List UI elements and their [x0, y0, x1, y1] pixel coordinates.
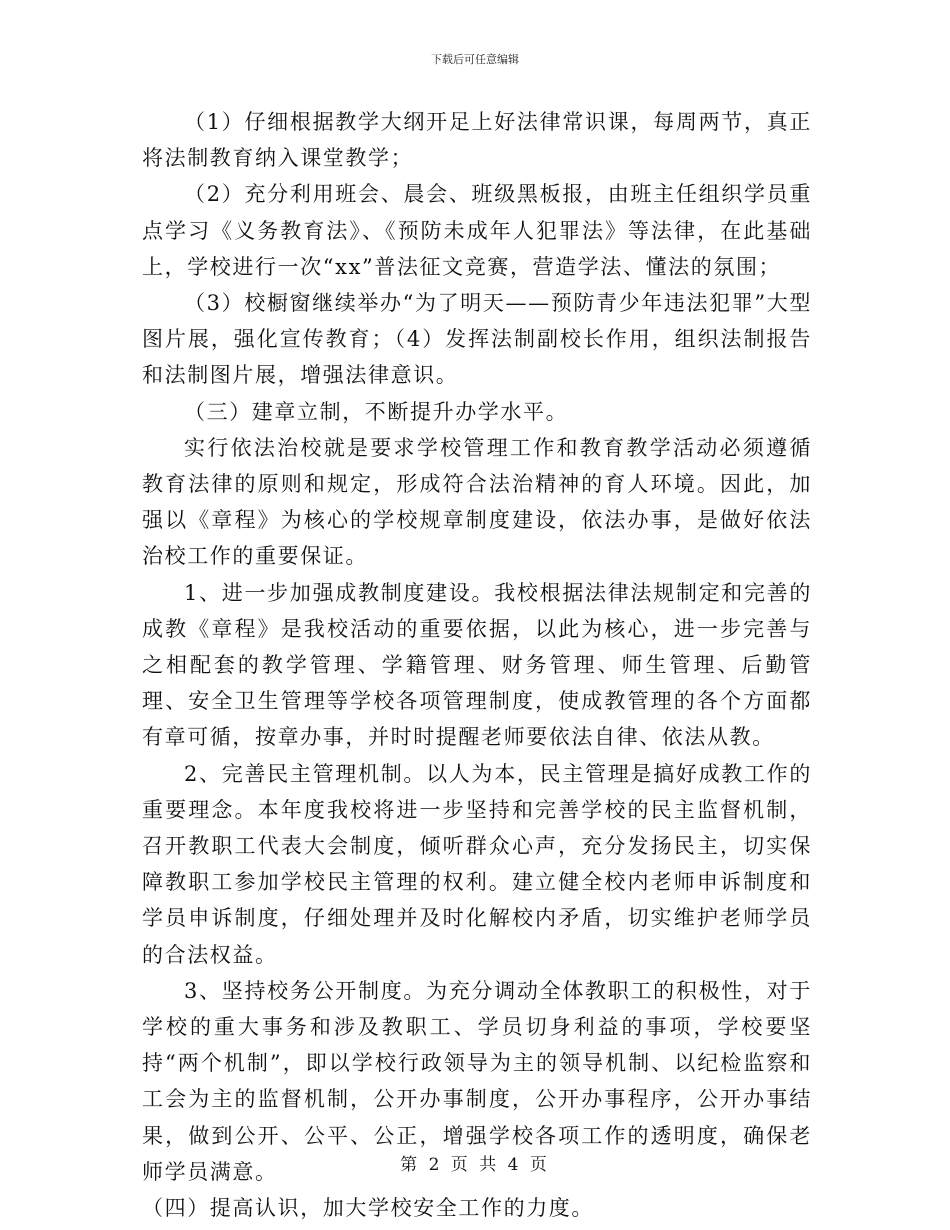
paragraph-affairs-openness: 3、坚持校务公开制度。为充分调动全体教职工的积极性，对于学校的重大事务和涉及教职工、学员切身利益的事项，学校要坚持“两个机制”，即以学校行政领导为主的领导机制、以纪检监察和工会为主的监督机制，公开办事制度，公开办事程序，公开办事结果，做到公开、公平、公正，增强学校各项工作的透明度，确保老师学员满意。: [142, 978, 812, 1184]
paragraph-law-course: （1）仔细根据教学大纲开足上好法律常识课，每周两节，真正将法制教育纳入课堂教学；: [142, 110, 812, 171]
section-heading-safety: （四）提高认识，加大学校安全工作的力度。: [142, 1196, 594, 1221]
paragraph-democratic-management: 2、完善民主管理机制。以人为本，民主管理是搞好成教工作的重要理念。本年度我校将进一步坚持和完善学校的民主监督机制，召开教职工代表大会制度，倾听群众心声，充分发扬民主，切实保障教职工参加学校民主管理的权利。建立健全校内老师申诉制度和学员申诉制度，仔细处理并及时化解校内矛盾，切实维护老师学员的合法权益。: [142, 761, 812, 967]
paragraph-class-meetings: （2）充分利用班会、晨会、班级黑板报，由班主任组织学员重点学习《义务教育法》、《预防未成年人犯罪法》等法律，在此基础上，学校进行一次“xx”普法征文竞赛，营造学法、懂法的氛围；: [142, 182, 812, 279]
section-heading-rules: （三）建章立制，不断提升办学水平。: [184, 399, 569, 424]
paragraph-system-building: 1、进一步加强成教制度建设。我校根据法律法规制定和完善的成教《章程》是我校活动的重要依据，以此为核心，进一步完善与之相配套的教学管理、学籍管理、财务管理、师生管理、后勤管理、安全卫生管理等学校各项管理制度，使成教管理的各个方面都有章可循，按章办事，并时时提醒老师要依法自律、依法从教。: [142, 580, 812, 750]
document-body: [142, 104, 812, 1226]
page-number: 第 2 页 共 4 页: [400, 1155, 550, 1175]
paragraph-rule-of-law: 实行依法治校就是要求学校管理工作和教育教学活动必须遵循教育法律的原则和规定，形成符合法治精神的育人环境。因此，加强以《章程》为核心的学校规章制度建设，依法办事，是做好依法治校工作的重要保证。: [142, 435, 812, 569]
paragraph-window-exhibition: （3）校橱窗继续举办“为了明天——预防青少年违法犯罪”大型图片展，强化宣传教育；（4）发挥法制副校长作用，组织法制报告和法制图片展，增强法律意识。: [142, 291, 812, 388]
page-header: 下载后可任意编辑: [431, 53, 519, 66]
